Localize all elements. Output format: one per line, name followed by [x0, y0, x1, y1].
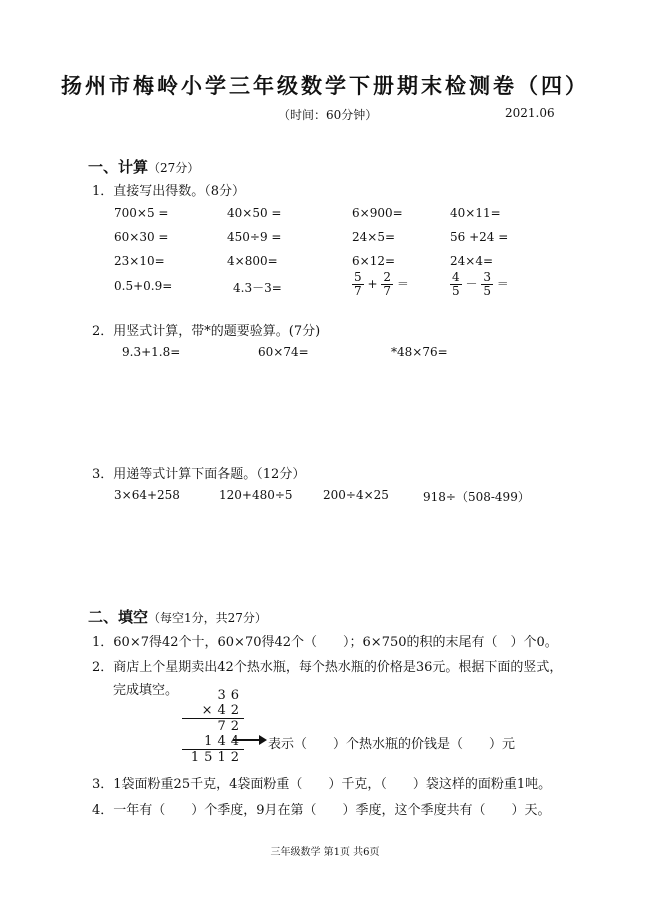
fraction-expression-1: [352, 271, 409, 298]
fill-question-4: 4．一年有（ ）个季度，9月在第（ ）季度，这个季度共有（ ）天。: [92, 803, 551, 818]
calc-item: 450÷9 =: [227, 230, 282, 244]
arrow-right-icon: [233, 734, 267, 746]
calc-item: 24×5=: [352, 230, 396, 244]
denominator: 5: [452, 284, 460, 298]
q2-label: 2．用竖式计算，带*的题要验算。(7分): [92, 324, 321, 339]
vertical-calc-item: 60×74=: [258, 345, 309, 359]
calc-item: 40×50 =: [227, 206, 282, 220]
stepwise-calc-item: 120+480÷5: [219, 488, 293, 502]
fraction: [450, 271, 462, 298]
arrow-annotation: 表示（ ）个热水瓶的价钱是（ ）元: [268, 737, 516, 752]
q1-label: 1．直接写出得数。（8分）: [92, 184, 246, 199]
exam-date: 2021.06: [505, 106, 555, 120]
stepwise-calc-item: 3×64+258: [114, 488, 180, 502]
product: 1512: [190, 750, 244, 765]
calc-item: 0.5+0.9=: [114, 279, 173, 293]
operator: －: [465, 277, 478, 291]
calc-item: 6×900=: [352, 206, 403, 220]
vertical-calc-item: *48×76=: [391, 345, 448, 359]
fraction: [352, 271, 364, 298]
numerator: 4: [452, 270, 460, 284]
time-limit: （时间：60分钟）: [278, 108, 378, 122]
numerator: 3: [483, 270, 491, 284]
vertical-multiplication: [182, 688, 244, 765]
equals-sign: ＝: [396, 277, 409, 291]
fill-question-2: 2．商店上个星期卖出42个热水瓶，每个热水瓶的价格是36元。根据下面的竖式，: [92, 660, 563, 675]
multiplicand: 36: [217, 688, 244, 703]
calc-item: 4.3－3=: [233, 281, 282, 295]
section1-title: 一、计算: [88, 158, 149, 176]
fill-question-2-cont: 完成填空。: [113, 683, 179, 698]
calc-item: 700×5 =: [114, 206, 169, 220]
fraction-expression-2: [450, 271, 509, 298]
page-footer: 三年级数学 第1页 共6页: [270, 847, 380, 858]
calc-item: 23×10=: [114, 254, 165, 268]
denominator: 7: [354, 284, 362, 298]
equals-sign: ＝: [496, 277, 509, 291]
denominator: 7: [383, 284, 391, 298]
stepwise-calc-item: 200÷4×25: [323, 488, 389, 502]
section2-title: 二、填空: [88, 608, 149, 626]
calc-item: 40×11=: [450, 206, 501, 220]
section2-points: （每空1分，共27分）: [148, 611, 267, 625]
numerator: 2: [383, 270, 391, 284]
vertical-calc-item: 9.3+1.8=: [122, 345, 181, 359]
fraction: [381, 271, 393, 298]
calc-item: 6×12=: [352, 254, 396, 268]
calc-item: 56 +24 =: [450, 230, 509, 244]
fill-question-1: 1．60×7得42个十，60×70得42个（ ）；6×750的积的末尾有（ ）个0。: [92, 635, 558, 650]
numerator: 5: [354, 270, 362, 284]
stepwise-calc-item: 918÷（508-499）: [423, 490, 530, 504]
multiplier: ×42: [182, 703, 244, 719]
section1-points: （27分）: [148, 161, 200, 175]
q3-label: 3．用递等式计算下面各题。（12分）: [92, 467, 306, 482]
partial-product-1: 72: [217, 719, 244, 734]
section1-heading: [88, 156, 199, 177]
operator: +: [367, 277, 378, 291]
section2-heading: [88, 606, 267, 627]
calc-item: 24×4=: [450, 254, 494, 268]
partial-product-2: 144: [182, 734, 244, 750]
page-title: 扬州市梅岭小学三年级数学下册期末检测卷（四）: [61, 73, 589, 98]
fill-question-3: 3．1袋面粉重25千克，4袋面粉重（ ）千克，（ ）袋这样的面粉重1吨。: [92, 777, 552, 792]
fraction: [481, 271, 493, 298]
calc-item: 4×800=: [227, 254, 278, 268]
calc-item: 60×30 =: [114, 230, 169, 244]
denominator: 5: [483, 284, 491, 298]
